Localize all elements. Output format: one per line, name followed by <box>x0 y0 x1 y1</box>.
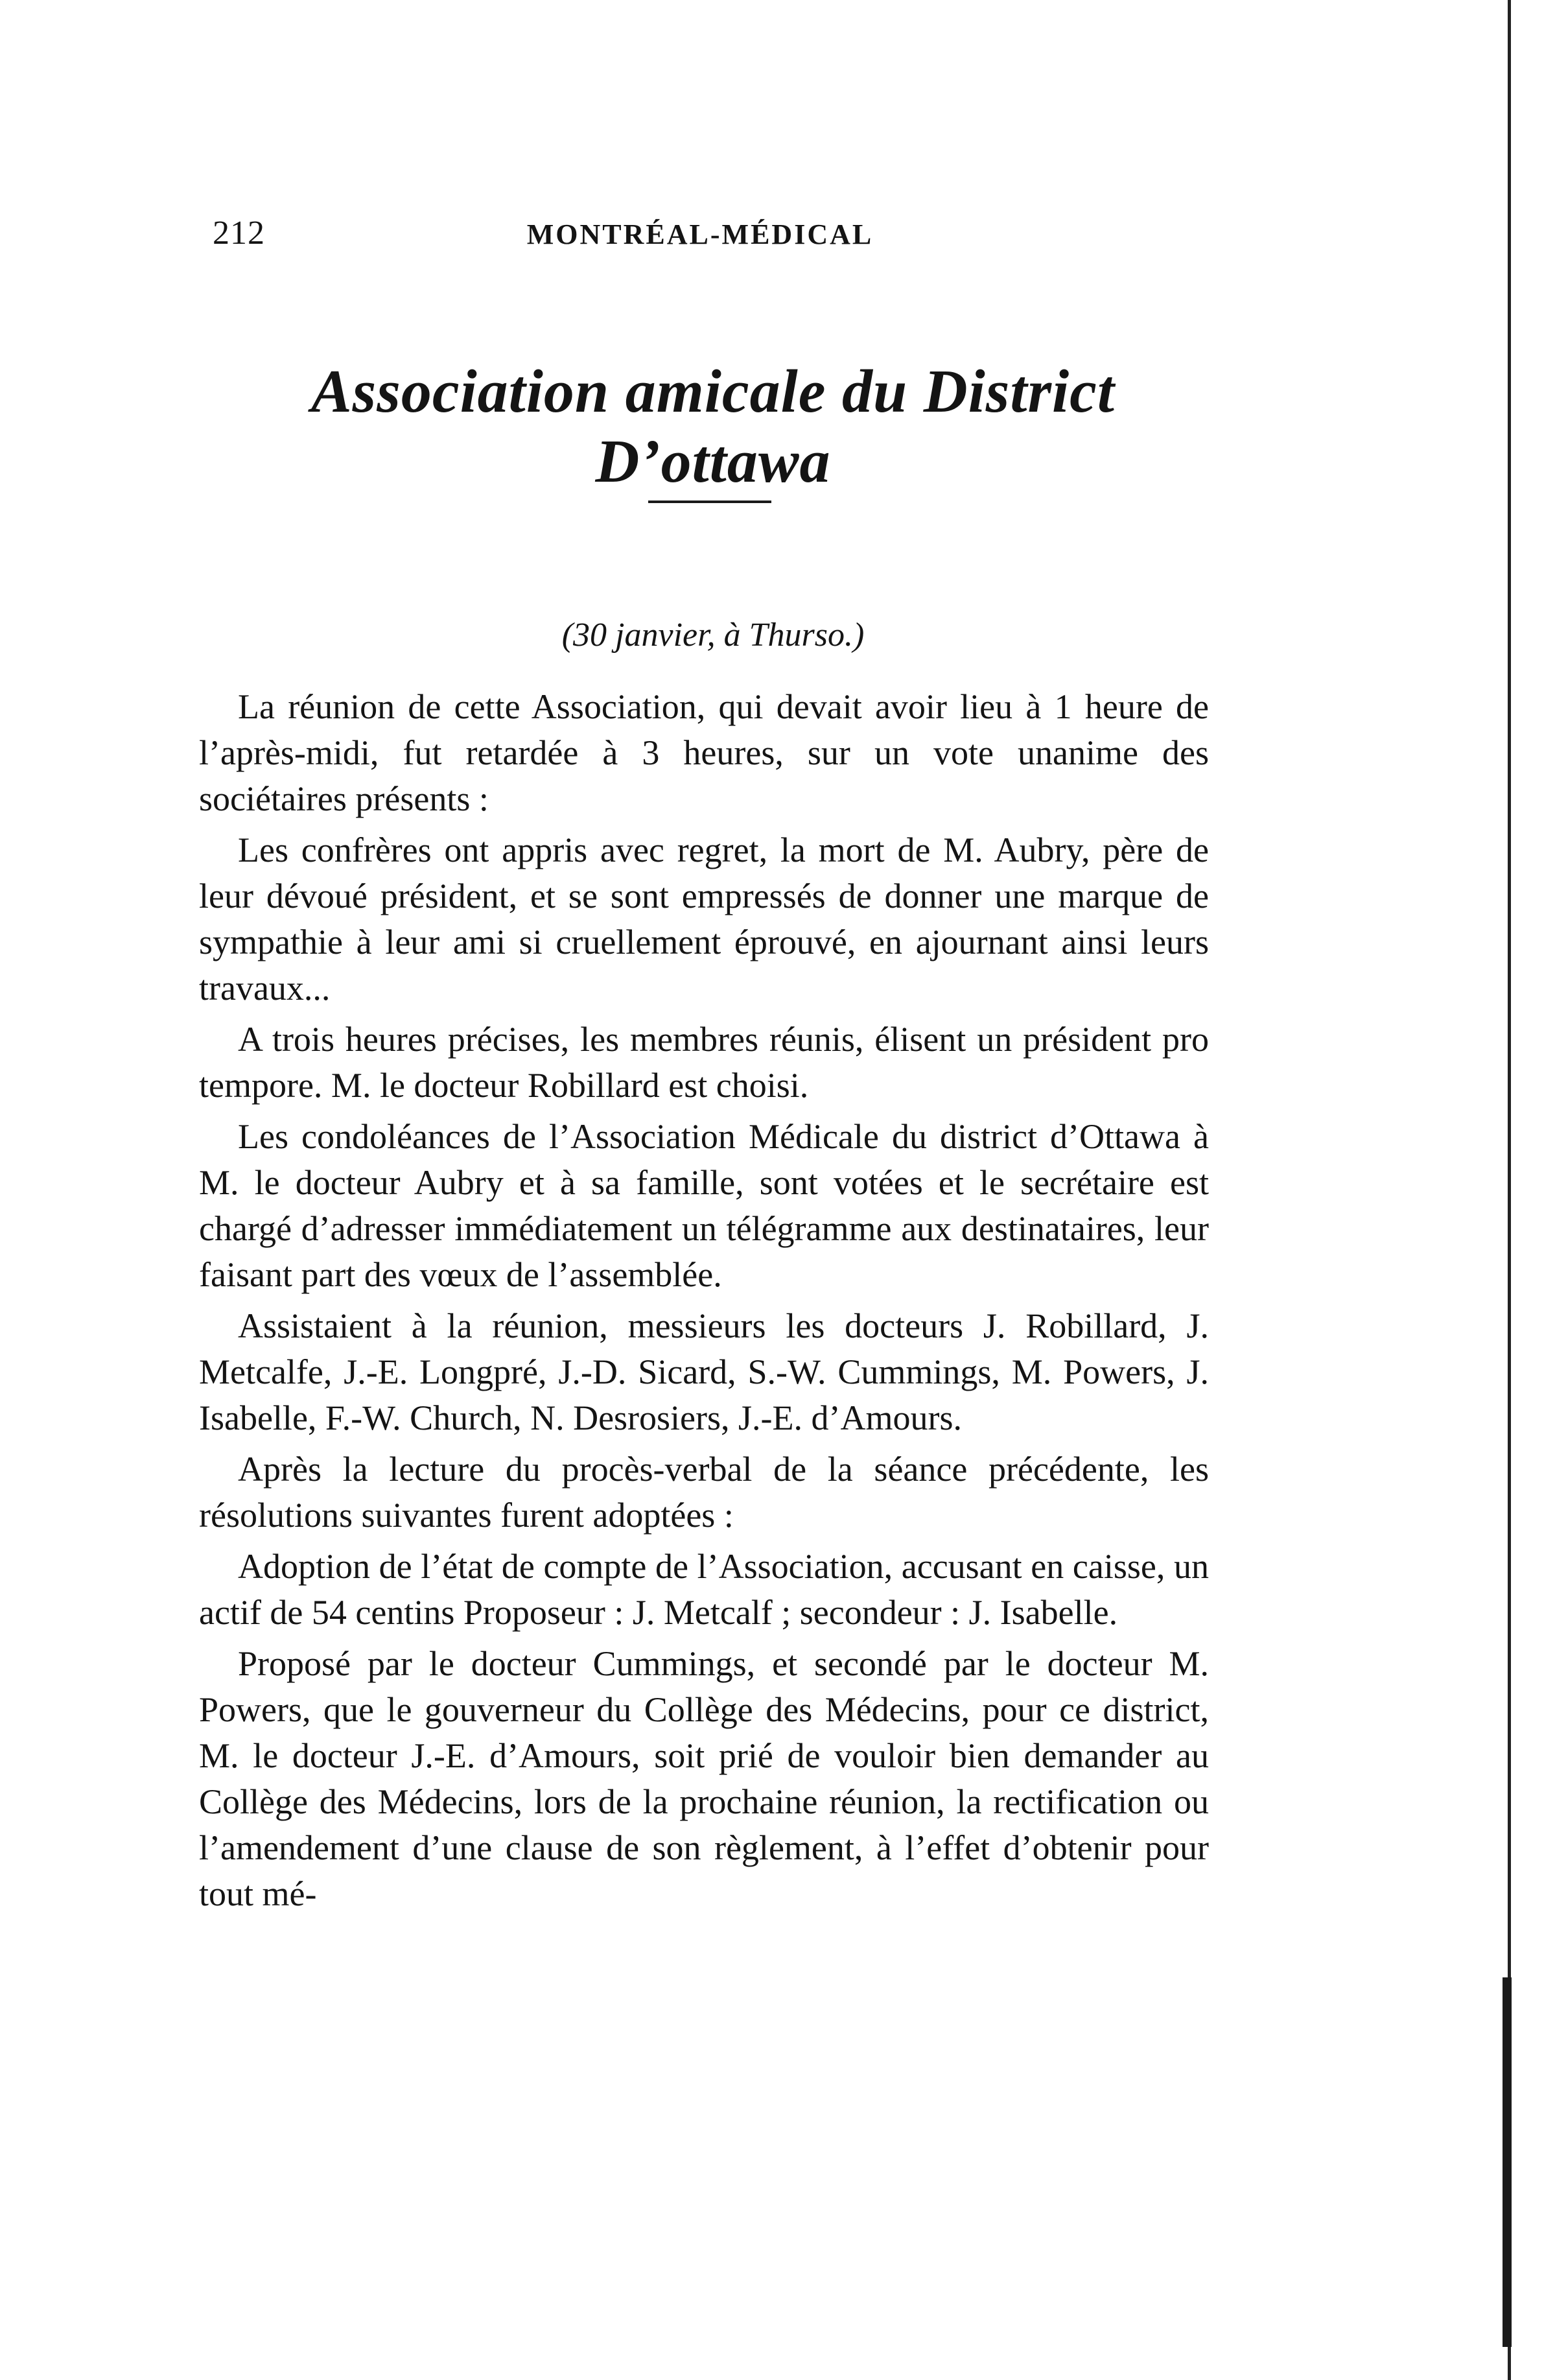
article-dateline: (30 janvier, à Thurso.) <box>561 617 865 654</box>
title-rule <box>648 501 771 503</box>
paragraph: La réunion de cette Association, qui devait avoir lieu à 1 heure de l’après-midi, fut retardée à 3 heures, sur un vote unanime des sociétaires présents : <box>199 687 1209 818</box>
article-title: Association amicale du District D’ottawa <box>310 358 1115 495</box>
article-body <box>199 684 1209 1922</box>
scan-page-edge-shadow <box>1503 1977 1512 2347</box>
paragraph: A trois heures précises, les membres réunis, élisent un président pro tempore. M. le docteur Robillard est choisi. <box>199 1020 1209 1105</box>
paragraph: Adoption de l’état de compte de l’Association, accusant en caisse, un actif de 54 centins Proposeur : J. Metcalf ; secondeur : J. Isabelle. <box>199 1547 1209 1632</box>
paragraph: Après la lecture du procès-verbal de la séance précédente, les résolutions suivantes furent adoptées : <box>199 1450 1209 1535</box>
running-head <box>194 214 1206 266</box>
paragraph: Les condoléances de l’Association Médicale du district d’Ottawa à M. le docteur Aubry et à sa famille, sont votées et le secrétaire est chargé d’adresser immédiatement un télégramme aux destinataires, leur faisant part des vœux de l’assemblée. <box>199 1117 1209 1294</box>
paragraph: Proposé par le docteur Cummings, et secondé par le docteur M. Powers, que le gouverneur du Collège des Médecins, pour ce district, M. le docteur J.-E. d’Amours, soit prié de vouloir bien demander au Collège des Médecins, lors de la prochaine réunion, la rectification ou l’amendement d’une clause de son règlement, à l’effet d’obtenir pour tout mé- <box>199 1644 1209 1913</box>
paragraph: Les confrères ont appris avec regret, la mort de M. Aubry, père de leur dévoué président, et se sont empressés de donner une marque de sympathie à leur ami si cruellement éprouvé, en ajournant ainsi leurs travaux... <box>199 831 1209 1007</box>
page-number: 212 <box>213 215 265 252</box>
paragraph: Assistaient à la réunion, messieurs les docteurs J. Robillard, J. Metcalfe, J.-E. Longpré, J.-D. Sicard, S.-W. Cummings, M. Powers, J. Isabelle, F.-W. Church, N. Desrosiers, J.-E. d’Amours. <box>199 1306 1209 1437</box>
journal-name: MONTRÉAL-MÉDICAL <box>526 218 874 250</box>
